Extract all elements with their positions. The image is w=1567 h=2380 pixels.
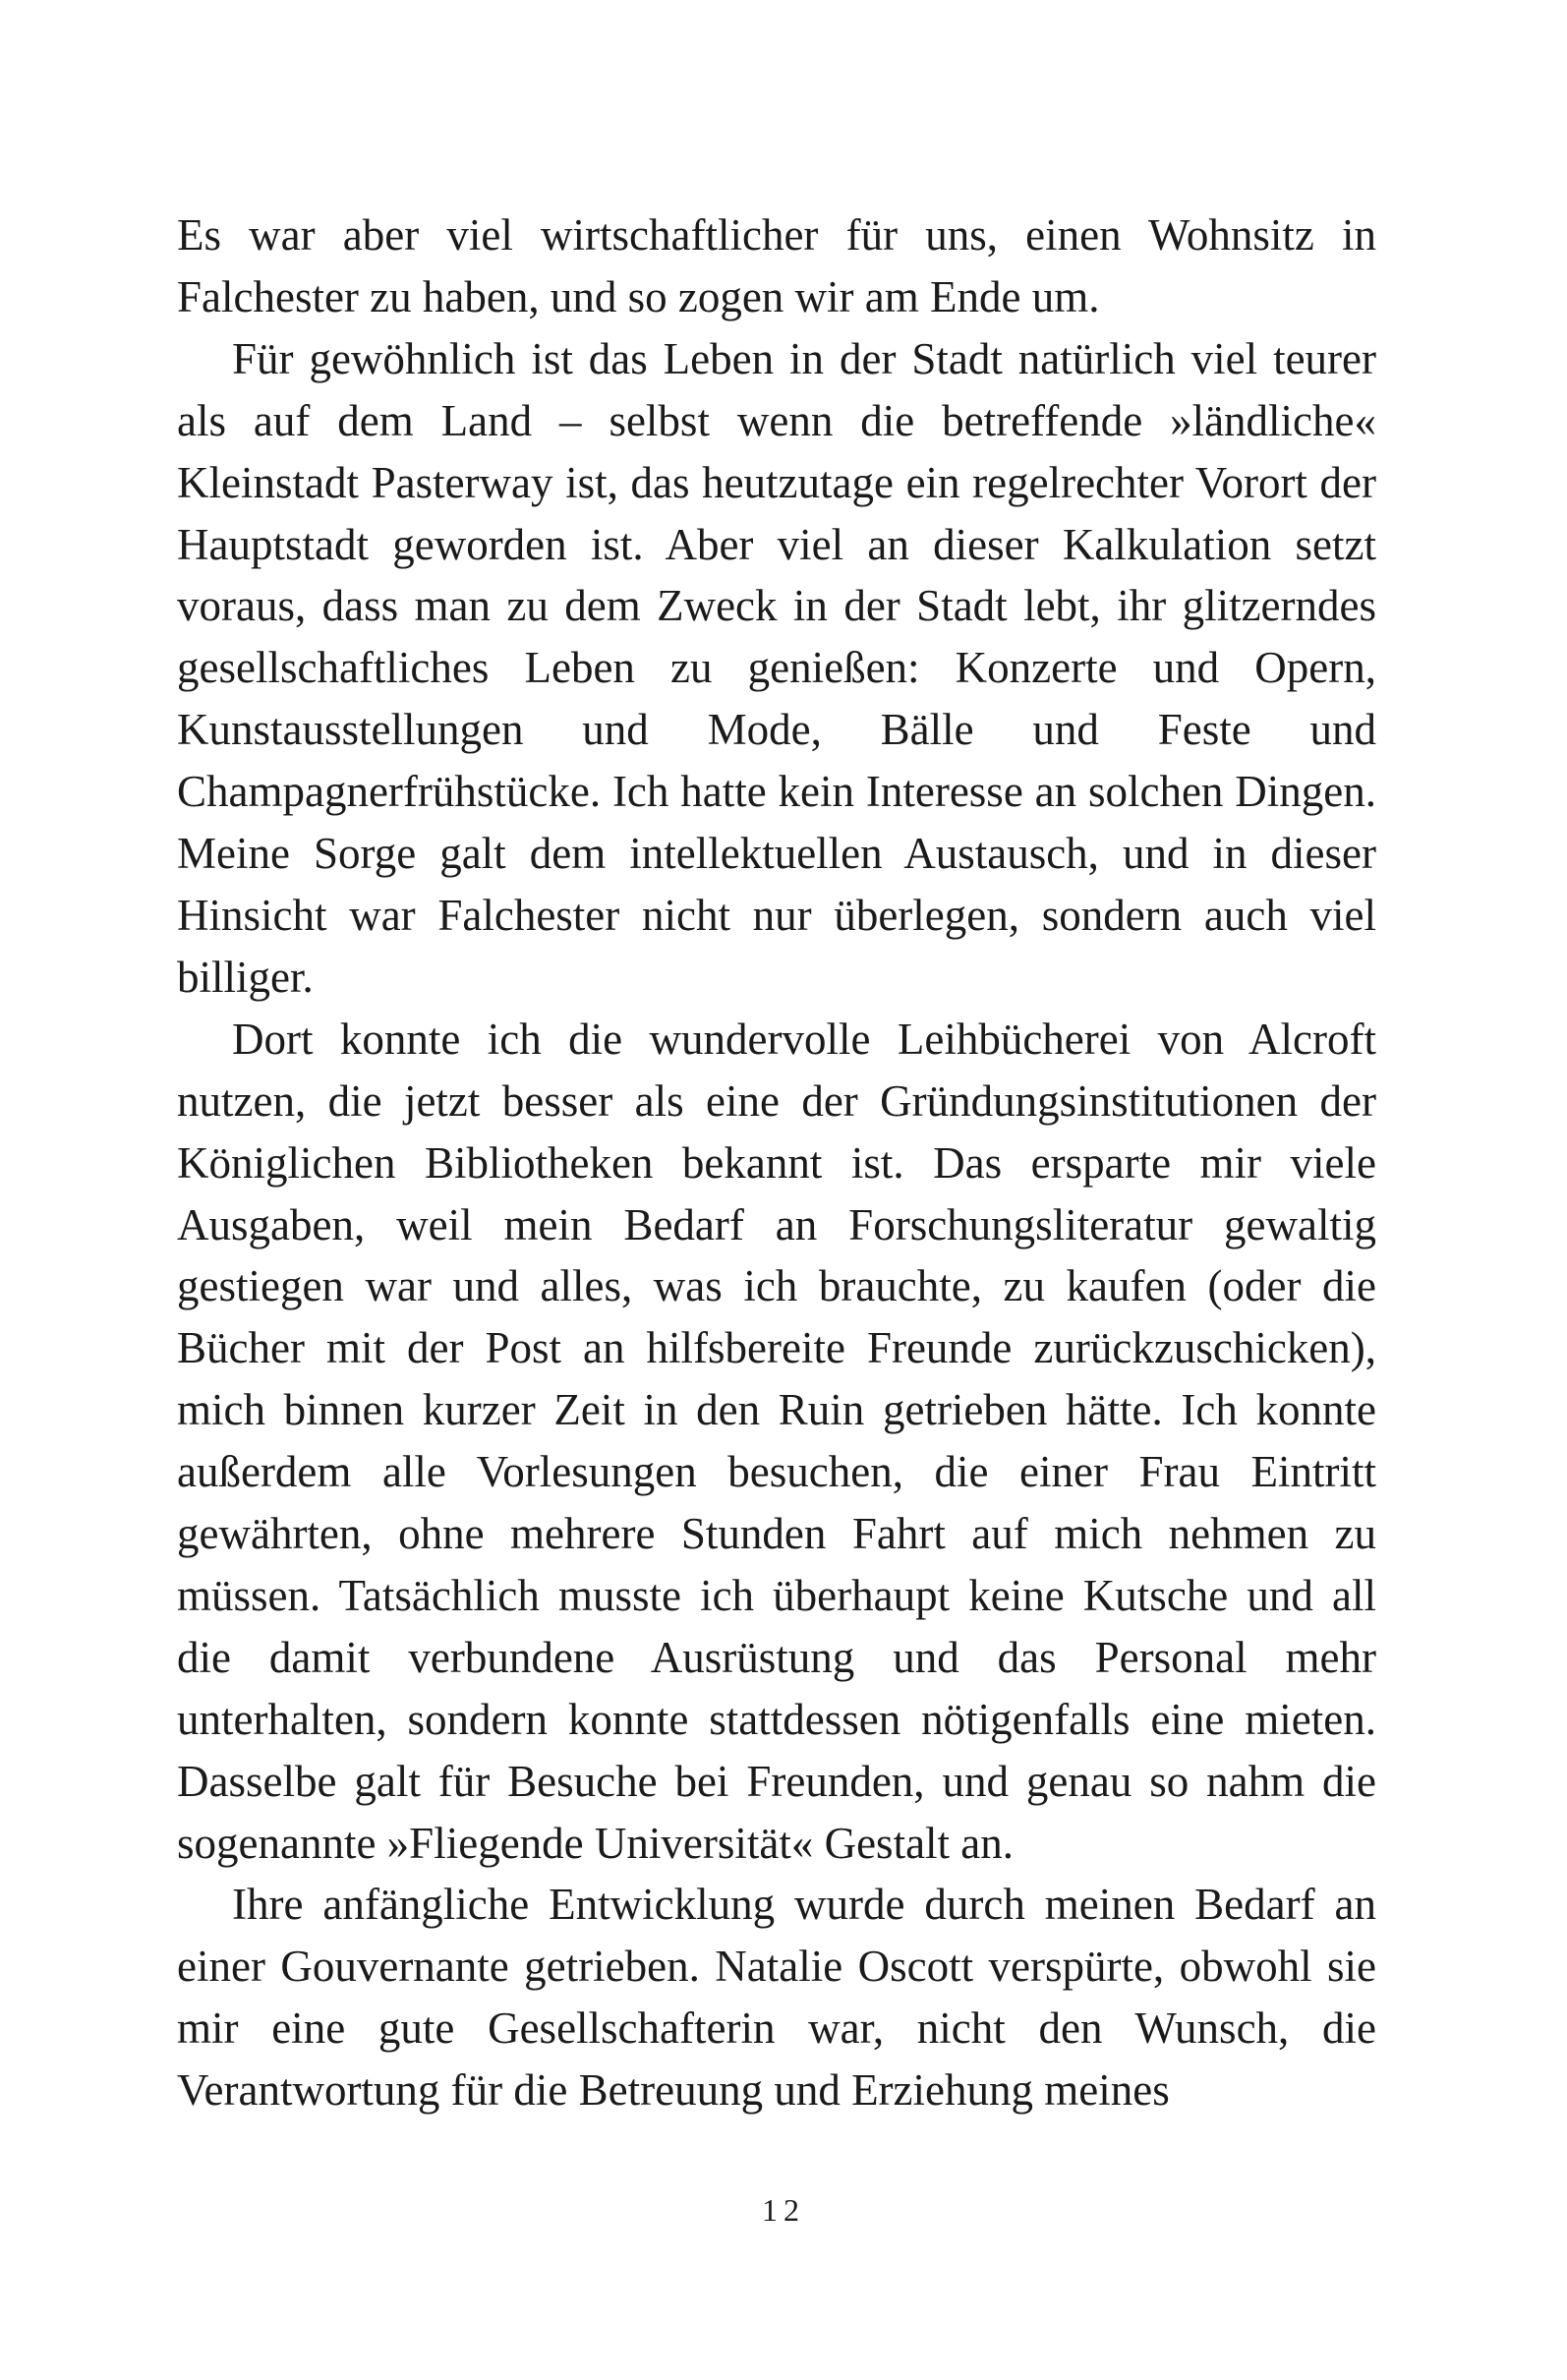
paragraph-1: Es war aber viel wirtschaftlicher für uns, einen Wohnsitz in Falchester zu haben, und so zogen wir am Ende um. xyxy=(177,210,1376,321)
paragraph-3: Dort konnte ich die wundervolle Leihbücherei von Alcroft nutzen, die jetzt besser als eine der Gründungsinstitutionen der Königlichen Bibliotheken bekannt ist. Das ersparte mir viele Ausgaben, weil mein Bedarf an Forschungsliteratur gewaltig gestiegen war und alles, was ich brauchte, zu kaufen (oder die Bücher mit der Post an hilfsbereite Freunde zurückzuschicken), mich binnen kurzer Zeit in den Ruin getrieben hätte. Ich konnte außerdem alle Vorlesungen besuchen, die einer Frau Eintritt gewährten, ohne mehrere Stunden Fahrt auf mich nehmen zu müssen. Tatsächlich musste ich überhaupt keine Kutsche und all die damit verbundene Ausrüstung und das Personal mehr unterhalten, sondern konnte stattdessen nötigenfalls eine mieten. Dasselbe galt für Besuche bei Freunden, und genau so nahm die sogenannte »Fliegende Universität« Gestalt an. xyxy=(177,1014,1376,1868)
page-number: 12 xyxy=(762,2192,805,2228)
body-text xyxy=(177,204,1376,2121)
paragraph-4: Ihre anfängliche Entwicklung wurde durch meinen Bedarf an einer Gouvernante getrieben. Natalie Oscott verspürte, obwohl sie mir eine gute Gesellschafterin war, nicht den Wunsch, die Verantwortung für die Betreuung und Erziehung meines xyxy=(177,1880,1376,2116)
paragraph-2: Für gewöhnlich ist das Leben in der Stadt natürlich viel teurer als auf dem Land – selbst wenn die betreffende »ländliche« Kleinstadt Pasterway ist, das heutzutage ein regelrechter Vorort der Hauptstadt geworden ist. Aber viel an dieser Kalkulation setzt voraus, dass man zu dem Zweck in der Stadt lebt, ihr glitzerndes gesellschaftliches Leben zu genießen: Konzerte und Opern, Kunstausstellungen und Mode, Bälle und Feste und Champagnerfrühstücke. Ich hatte kein Interesse an solchen Dingen. Meine Sorge galt dem intellektuellen Austausch, und in dieser Hinsicht war Falchester nicht nur überlegen, sondern auch viel billiger. xyxy=(177,333,1376,1002)
